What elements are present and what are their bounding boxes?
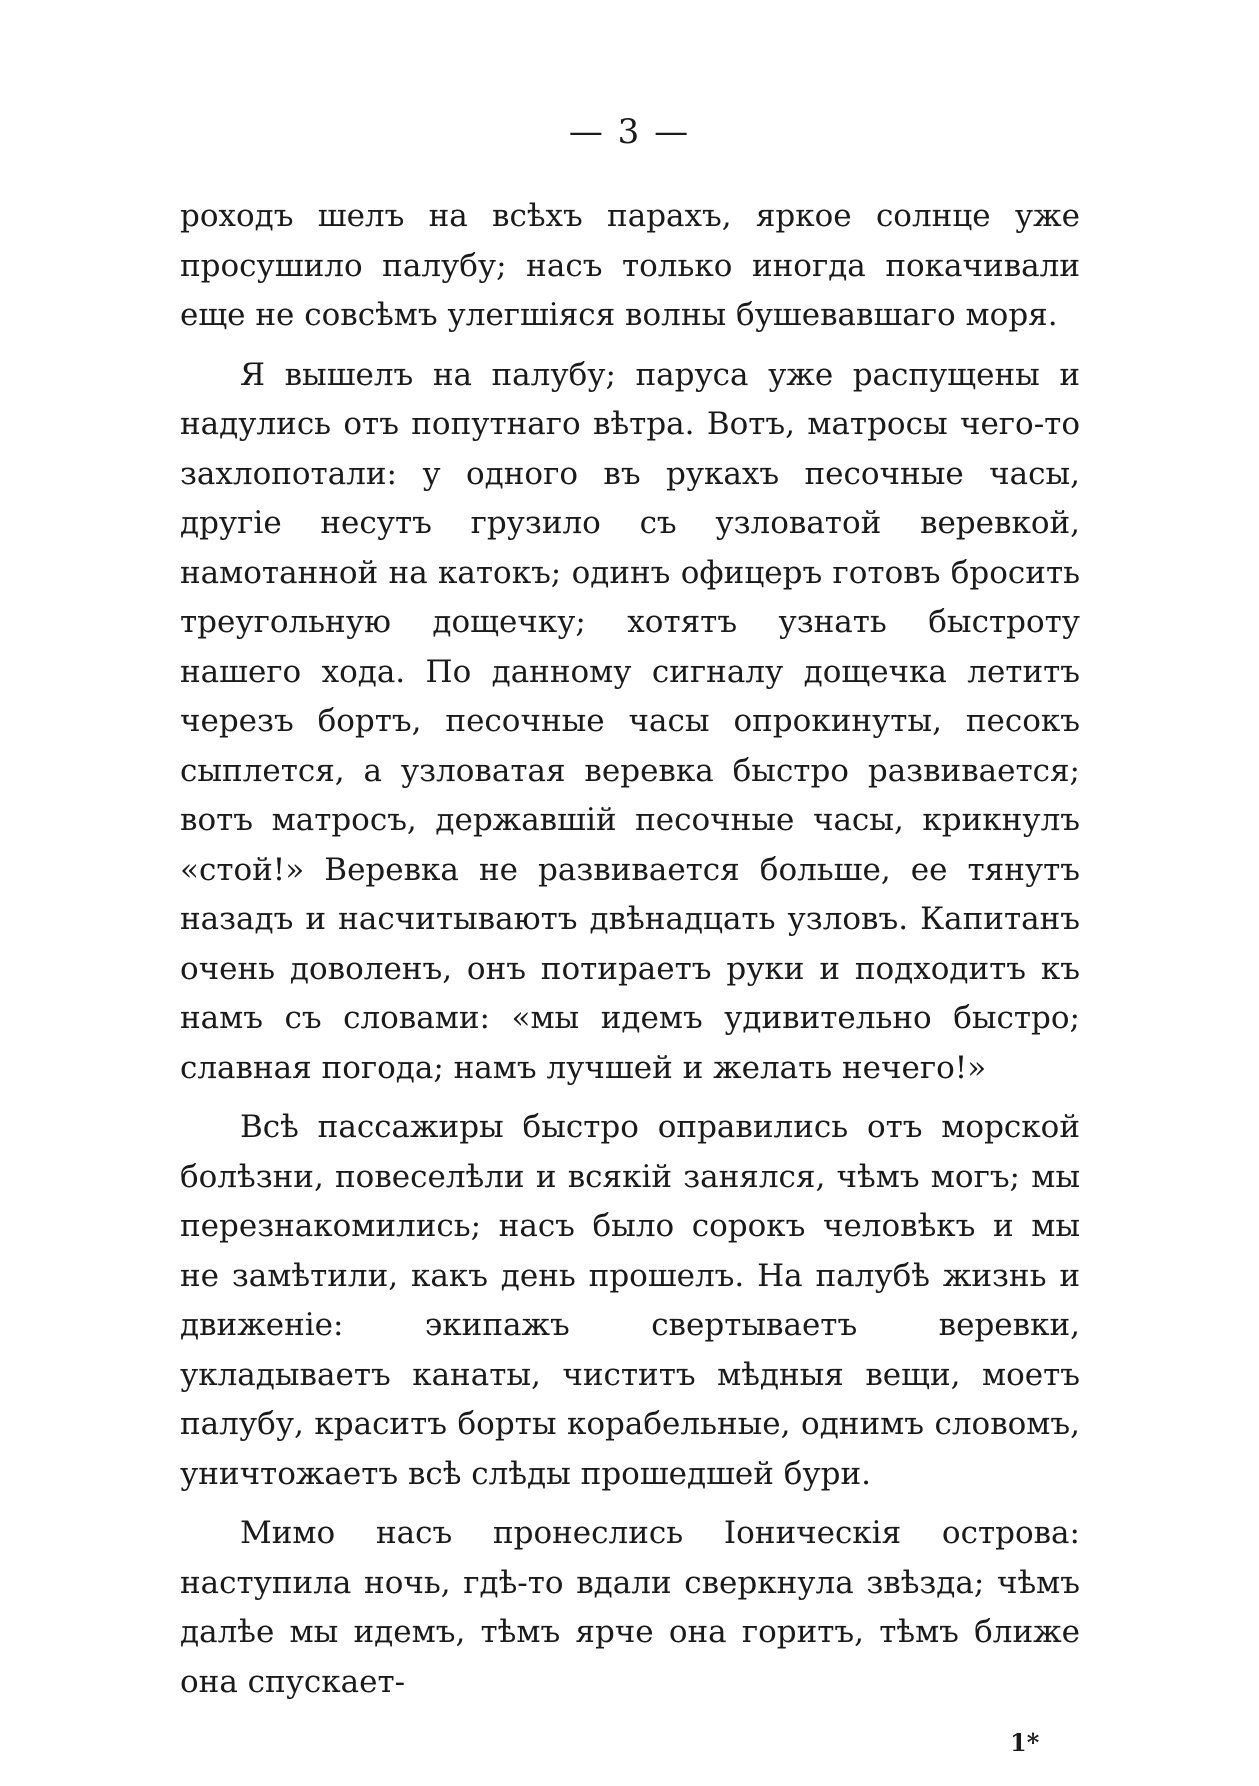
paragraph: Всѣ пассажиры быстро оправились отъ морской болѣзни, повеселѣли и всякій занялся, чѣмъ могъ; мы перезнакомились; насъ было сорокъ человѣкъ и мы не замѣтили, какъ день прошелъ. На палубѣ жизнь и движеніе: экипажъ свертываетъ веревки, укладываетъ канаты, чиститъ мѣдныя вещи, моетъ палубу, краситъ борты корабельные, однимъ словомъ, уничтожаетъ всѣ слѣды прошедшей бури. <box>180 1109 1080 1492</box>
paragraph: Я вышелъ на палубу; паруса уже распущены и надулись отъ попутнаго вѣтра. Вотъ, матросы чего-то захлопотали: у одного въ рукахъ песочные часы, другіе несутъ грузило съ узловатой веревкой, намотанной на катокъ; одинъ офицеръ готовъ бросить треугольную дощечку; хотятъ узнать быстроту нашего хода. По данному сигналу дощечка летитъ черезъ бортъ, песочные часы опрокинуты, песокъ сыплется, а узловатая веревка быстро развивается; вотъ матросъ, державшій песочные часы, крикнулъ «стой!» Веревка не развивается больше, ее тянутъ назадъ и насчитываютъ двѣнадцать узловъ. Капитанъ очень доволенъ, онъ потираетъ руки и подходитъ къ намъ съ словами: «мы идемъ удивительно быстро; славная погода; намъ лучшей и желать нечего!» <box>180 356 1080 1086</box>
paragraph: Мимо насъ пронеслись Іоническія острова: наступила ночь, гдѣ-то вдали сверкнула звѣзда; чѣмъ далѣе мы идемъ, тѣмъ ярче она горитъ, тѣмъ ближе она спускает- <box>180 1515 1080 1700</box>
page-number: — 3 — <box>568 112 691 152</box>
body-text <box>180 192 1080 1707</box>
printer-signature-mark: 1* <box>1010 1728 1040 1757</box>
paragraph: роходъ шелъ на всѣхъ парахъ, яркое солнце уже просушило палубу; насъ только иногда покачивали еще не совсѣмъ улегшіяся волны бушевавшаго моря. <box>180 198 1080 333</box>
